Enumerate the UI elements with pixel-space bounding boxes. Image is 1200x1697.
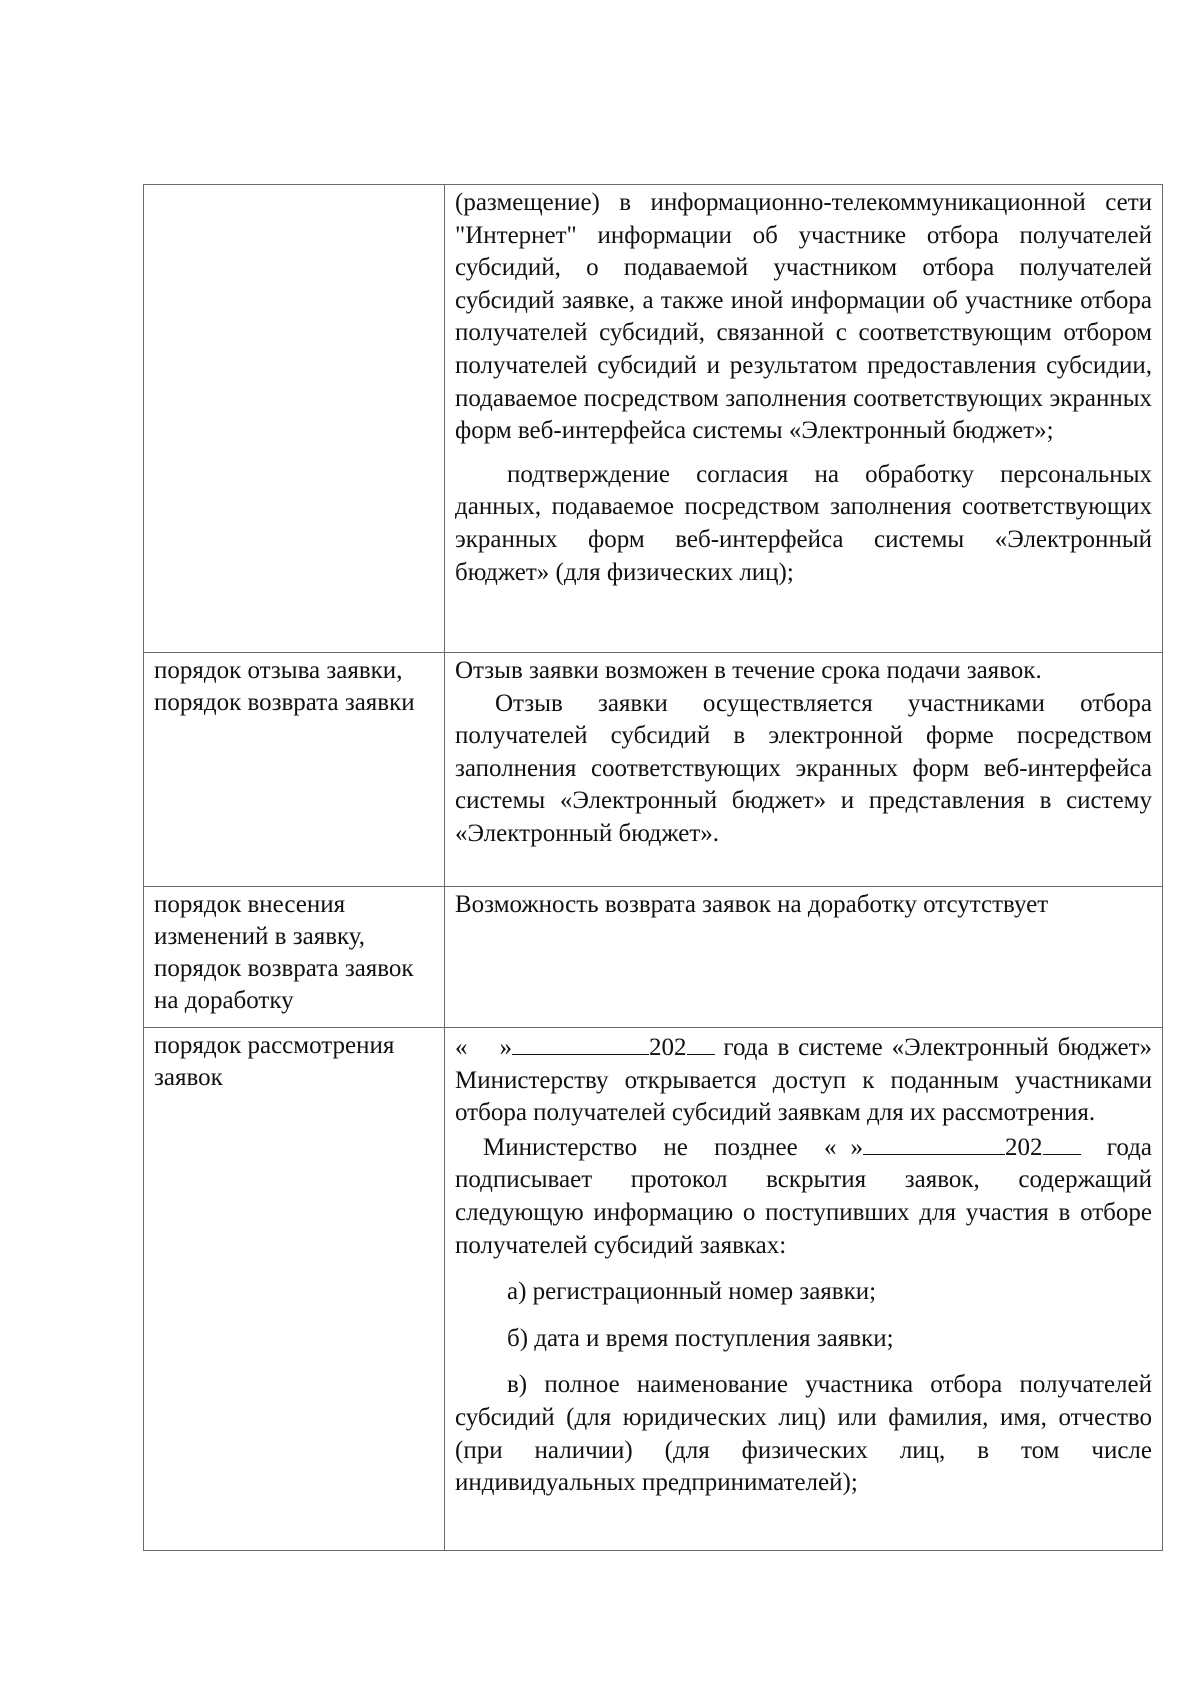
quote-open: « <box>455 1034 468 1061</box>
paragraph: Возможность возврата заявок на доработку отсутствует <box>455 891 1049 918</box>
paragraph: Отзыв заявки осуществляется участниками отбора получателей субсидий в электронной форме посредством заполнения соответствующих экранных форм веб-интерфейса системы «Электронный бюджет» и представления в систему «Электронный бюджет». <box>455 689 1152 847</box>
list-item: а) регистрационный номер заявки; <box>507 1278 877 1306</box>
year-blank <box>1043 1130 1081 1155</box>
year-blank <box>687 1030 715 1055</box>
paragraph: Отзыв заявки возможен в течение срока подачи заявок. <box>455 657 1042 684</box>
row-label-cell <box>144 1028 445 1551</box>
paragraph <box>455 1130 1152 1262</box>
row-content-cell <box>445 185 1163 653</box>
paragraph-start: Министерство не позднее « <box>483 1133 837 1161</box>
date-blank <box>863 1130 1005 1155</box>
paragraph: (размещение) в информационно-телекоммуникационной сети "Интернет" информации об участнике отбора получателей субсидий, о подаваемой участником отбора получателей субсидий заявке, а также иной информации об участнике отбора получателей субсидий, связанной с соответствующим отбором получателей субсидий и результатом предоставления субсидии, подаваемое посредством заполнения соответствующих экранных форм веб-интерфейса системы «Электронный бюджет»; <box>455 189 1152 445</box>
paragraph: подтверждение согласия на обработку персональных данных, подаваемое посредством заполнения соответствующих экранных форм веб-интерфейса системы «Электронный бюджет» (для физических лиц); <box>455 460 1152 586</box>
row-label-cell <box>144 185 445 653</box>
row-label-cell <box>144 887 445 1028</box>
row-label: порядок рассмотрения заявок <box>154 1032 395 1091</box>
row-label-cell <box>144 653 445 887</box>
table-row <box>144 653 1163 887</box>
table-row <box>144 185 1163 653</box>
row-content-cell <box>445 887 1163 1028</box>
quote-close: » <box>499 1034 512 1061</box>
table-row <box>144 1028 1163 1551</box>
paragraph <box>455 1030 1152 1130</box>
row-content-cell <box>445 1028 1163 1551</box>
paragraph-rest: года в системе «Электронный бюджет» Министерству открывается доступ к поданным участниками отбора получателей субсидий заявкам для их рассмотрения. <box>455 1034 1152 1127</box>
year-prefix: 202 <box>649 1034 687 1061</box>
row-content-cell <box>445 653 1163 887</box>
document-table <box>143 184 1163 1551</box>
list-item: в) полное наименование участника отбора получателей субсидий (для юридических лиц) или фамилия, имя, отчество (при наличии) (для физических лиц, в том числе индивидуальных предпринимателей); <box>455 1371 1152 1497</box>
row-label: порядок отзыва заявки, порядок возврата заявки <box>154 657 415 716</box>
date-blank <box>512 1030 649 1055</box>
row-label: порядок внесения изменений в заявку, порядок возврата заявок на доработку <box>154 891 414 1014</box>
quote-close: » <box>850 1133 863 1161</box>
year-prefix: 202 <box>1005 1133 1043 1161</box>
list-item: б) дата и время поступления заявки; <box>507 1324 894 1352</box>
table-row <box>144 887 1163 1028</box>
paragraph-rest: года подписывает протокол вскрытия заявок, содержащий следующую информацию о поступивших для участия в отборе получателей субсидий заявках: <box>455 1133 1152 1259</box>
